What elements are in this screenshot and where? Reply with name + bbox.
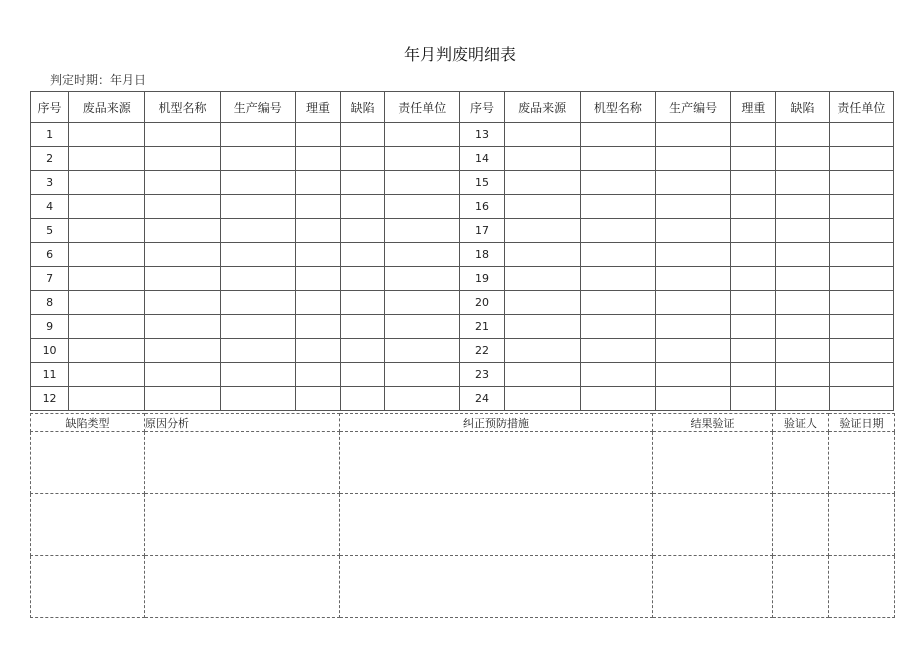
row-number: 22 bbox=[460, 339, 504, 363]
data-cell[interactable] bbox=[504, 219, 580, 243]
data-cell[interactable] bbox=[295, 243, 340, 267]
data-cell[interactable] bbox=[776, 219, 829, 243]
data-cell[interactable] bbox=[731, 267, 776, 291]
data-cell[interactable] bbox=[220, 315, 295, 339]
analysis-cell[interactable] bbox=[31, 432, 145, 494]
row-number: 20 bbox=[460, 291, 504, 315]
table-row bbox=[31, 171, 894, 195]
data-cell[interactable] bbox=[341, 147, 385, 171]
data-cell[interactable] bbox=[656, 243, 731, 267]
data-cell[interactable] bbox=[220, 243, 295, 267]
table-row bbox=[31, 195, 894, 219]
data-cell[interactable] bbox=[69, 219, 145, 243]
data-cell[interactable] bbox=[829, 387, 893, 411]
data-cell[interactable] bbox=[145, 291, 220, 315]
data-cell[interactable] bbox=[776, 387, 829, 411]
data-cell[interactable] bbox=[220, 123, 295, 147]
analysis-cell[interactable] bbox=[653, 494, 773, 556]
data-cell[interactable] bbox=[776, 171, 829, 195]
data-cell[interactable] bbox=[295, 171, 340, 195]
data-cell[interactable] bbox=[145, 363, 220, 387]
data-cell[interactable] bbox=[656, 387, 731, 411]
analysis-cell[interactable] bbox=[145, 432, 340, 494]
data-cell[interactable] bbox=[220, 195, 295, 219]
data-cell[interactable] bbox=[580, 147, 655, 171]
data-cell[interactable] bbox=[829, 195, 893, 219]
column-header: 生产编号 bbox=[656, 92, 731, 123]
data-cell[interactable] bbox=[69, 267, 145, 291]
data-cell[interactable] bbox=[145, 387, 220, 411]
column-header: 责任单位 bbox=[385, 92, 460, 123]
data-cell[interactable] bbox=[731, 219, 776, 243]
data-cell[interactable] bbox=[220, 387, 295, 411]
analysis-cell[interactable] bbox=[340, 556, 653, 618]
data-cell[interactable] bbox=[776, 315, 829, 339]
data-cell[interactable] bbox=[385, 243, 460, 267]
data-cell[interactable] bbox=[69, 387, 145, 411]
row-number: 8 bbox=[31, 291, 69, 315]
data-cell[interactable] bbox=[69, 123, 145, 147]
table-row bbox=[31, 243, 894, 267]
analysis-header: 验证人 bbox=[773, 414, 829, 432]
column-header: 缺陷 bbox=[341, 92, 385, 123]
data-cell[interactable] bbox=[385, 387, 460, 411]
data-cell[interactable] bbox=[580, 267, 655, 291]
scrap-detail-table bbox=[30, 91, 894, 411]
analysis-header: 结果验证 bbox=[653, 414, 773, 432]
data-cell[interactable] bbox=[295, 387, 340, 411]
data-cell[interactable] bbox=[656, 339, 731, 363]
data-cell[interactable] bbox=[341, 267, 385, 291]
row-number: 9 bbox=[31, 315, 69, 339]
analysis-cell[interactable] bbox=[829, 432, 895, 494]
data-cell[interactable] bbox=[385, 339, 460, 363]
data-cell[interactable] bbox=[731, 123, 776, 147]
table-row bbox=[31, 339, 894, 363]
row-number: 12 bbox=[31, 387, 69, 411]
data-cell[interactable] bbox=[385, 363, 460, 387]
data-cell[interactable] bbox=[656, 147, 731, 171]
data-cell[interactable] bbox=[776, 147, 829, 171]
column-header: 序号 bbox=[31, 92, 69, 123]
data-cell[interactable] bbox=[829, 267, 893, 291]
column-header: 机型名称 bbox=[580, 92, 655, 123]
data-cell[interactable] bbox=[69, 339, 145, 363]
data-cell[interactable] bbox=[731, 315, 776, 339]
data-cell[interactable] bbox=[295, 315, 340, 339]
data-cell[interactable] bbox=[341, 171, 385, 195]
data-cell[interactable] bbox=[385, 315, 460, 339]
data-cell[interactable] bbox=[580, 243, 655, 267]
data-cell[interactable] bbox=[580, 339, 655, 363]
row-number: 15 bbox=[460, 171, 504, 195]
data-cell[interactable] bbox=[776, 339, 829, 363]
data-cell[interactable] bbox=[220, 363, 295, 387]
data-cell[interactable] bbox=[829, 123, 893, 147]
data-cell[interactable] bbox=[504, 171, 580, 195]
data-cell[interactable] bbox=[580, 315, 655, 339]
data-cell[interactable] bbox=[776, 123, 829, 147]
data-cell[interactable] bbox=[656, 219, 731, 243]
data-cell[interactable] bbox=[69, 315, 145, 339]
analysis-header: 缺陷类型 bbox=[31, 414, 145, 432]
data-cell[interactable] bbox=[580, 291, 655, 315]
table-body bbox=[31, 123, 894, 411]
data-cell[interactable] bbox=[731, 339, 776, 363]
data-cell[interactable] bbox=[385, 147, 460, 171]
data-cell[interactable] bbox=[731, 147, 776, 171]
analysis-cell[interactable] bbox=[653, 432, 773, 494]
data-cell[interactable] bbox=[580, 219, 655, 243]
column-header: 序号 bbox=[460, 92, 504, 123]
row-number: 24 bbox=[460, 387, 504, 411]
data-cell[interactable] bbox=[504, 291, 580, 315]
data-cell[interactable] bbox=[69, 147, 145, 171]
row-number: 7 bbox=[31, 267, 69, 291]
analysis-cell[interactable] bbox=[773, 432, 829, 494]
table-row bbox=[31, 363, 894, 387]
data-cell[interactable] bbox=[145, 267, 220, 291]
date-label: 判定时期：年月日 bbox=[50, 73, 147, 87]
row-number: 5 bbox=[31, 219, 69, 243]
data-cell[interactable] bbox=[145, 195, 220, 219]
data-cell[interactable] bbox=[341, 315, 385, 339]
data-cell[interactable] bbox=[341, 123, 385, 147]
analysis-header: 纠正预防措施 bbox=[340, 414, 653, 432]
data-cell[interactable] bbox=[731, 171, 776, 195]
data-cell[interactable] bbox=[145, 315, 220, 339]
table-row bbox=[31, 123, 894, 147]
data-cell[interactable] bbox=[220, 267, 295, 291]
data-cell[interactable] bbox=[385, 123, 460, 147]
row-number: 21 bbox=[460, 315, 504, 339]
analysis-cell[interactable] bbox=[773, 494, 829, 556]
data-cell[interactable] bbox=[385, 219, 460, 243]
data-cell[interactable] bbox=[504, 387, 580, 411]
data-cell[interactable] bbox=[656, 171, 731, 195]
table-row bbox=[31, 387, 894, 411]
data-cell[interactable] bbox=[145, 339, 220, 363]
column-header: 缺陷 bbox=[776, 92, 829, 123]
data-cell[interactable] bbox=[220, 219, 295, 243]
data-cell[interactable] bbox=[829, 363, 893, 387]
data-cell[interactable] bbox=[341, 339, 385, 363]
data-cell[interactable] bbox=[504, 267, 580, 291]
analysis-cell[interactable] bbox=[31, 556, 145, 618]
data-cell[interactable] bbox=[731, 387, 776, 411]
data-cell[interactable] bbox=[504, 315, 580, 339]
data-cell[interactable] bbox=[341, 243, 385, 267]
data-cell[interactable] bbox=[776, 267, 829, 291]
data-cell[interactable] bbox=[580, 387, 655, 411]
data-cell[interactable] bbox=[656, 267, 731, 291]
column-header: 理重 bbox=[295, 92, 340, 123]
data-cell[interactable] bbox=[580, 363, 655, 387]
table-row bbox=[31, 267, 894, 291]
data-cell[interactable] bbox=[220, 339, 295, 363]
data-cell[interactable] bbox=[776, 291, 829, 315]
table-header-row bbox=[31, 92, 894, 123]
analysis-cell[interactable] bbox=[829, 494, 895, 556]
data-cell[interactable] bbox=[220, 147, 295, 171]
data-cell[interactable] bbox=[656, 123, 731, 147]
data-cell[interactable] bbox=[580, 123, 655, 147]
data-cell[interactable] bbox=[220, 171, 295, 195]
data-cell[interactable] bbox=[504, 147, 580, 171]
analysis-row bbox=[31, 494, 895, 556]
data-cell[interactable] bbox=[829, 339, 893, 363]
data-cell[interactable] bbox=[776, 363, 829, 387]
row-number: 14 bbox=[460, 147, 504, 171]
analysis-row bbox=[31, 432, 895, 494]
data-cell[interactable] bbox=[341, 363, 385, 387]
row-number: 18 bbox=[460, 243, 504, 267]
data-cell[interactable] bbox=[580, 171, 655, 195]
data-cell[interactable] bbox=[295, 267, 340, 291]
table-row bbox=[31, 291, 894, 315]
data-cell[interactable] bbox=[829, 243, 893, 267]
data-cell[interactable] bbox=[341, 219, 385, 243]
data-cell[interactable] bbox=[385, 291, 460, 315]
data-cell[interactable] bbox=[731, 291, 776, 315]
data-cell[interactable] bbox=[341, 291, 385, 315]
data-cell[interactable] bbox=[145, 123, 220, 147]
data-cell[interactable] bbox=[341, 195, 385, 219]
row-number: 16 bbox=[460, 195, 504, 219]
data-cell[interactable] bbox=[504, 243, 580, 267]
data-cell[interactable] bbox=[145, 147, 220, 171]
data-cell[interactable] bbox=[656, 315, 731, 339]
data-cell[interactable] bbox=[385, 195, 460, 219]
data-cell[interactable] bbox=[656, 291, 731, 315]
data-cell[interactable] bbox=[731, 195, 776, 219]
column-header: 责任单位 bbox=[829, 92, 893, 123]
analysis-header-row bbox=[31, 414, 895, 432]
row-number: 13 bbox=[460, 123, 504, 147]
analysis-cell[interactable] bbox=[653, 556, 773, 618]
data-cell[interactable] bbox=[504, 195, 580, 219]
data-cell[interactable] bbox=[776, 243, 829, 267]
table-row bbox=[31, 315, 894, 339]
data-cell[interactable] bbox=[295, 219, 340, 243]
data-cell[interactable] bbox=[145, 219, 220, 243]
analysis-cell[interactable] bbox=[340, 494, 653, 556]
column-header: 机型名称 bbox=[145, 92, 220, 123]
data-cell[interactable] bbox=[829, 315, 893, 339]
data-cell[interactable] bbox=[385, 171, 460, 195]
data-cell[interactable] bbox=[145, 171, 220, 195]
data-cell[interactable] bbox=[69, 171, 145, 195]
row-number: 6 bbox=[31, 243, 69, 267]
analysis-header: 验证日期 bbox=[829, 414, 895, 432]
analysis-cell[interactable] bbox=[31, 494, 145, 556]
data-cell[interactable] bbox=[69, 363, 145, 387]
data-cell[interactable] bbox=[69, 195, 145, 219]
data-cell[interactable] bbox=[145, 243, 220, 267]
row-number: 3 bbox=[31, 171, 69, 195]
analysis-cell[interactable] bbox=[829, 556, 895, 618]
data-cell[interactable] bbox=[504, 339, 580, 363]
data-cell[interactable] bbox=[829, 171, 893, 195]
column-header: 废品来源 bbox=[504, 92, 580, 123]
table-row bbox=[31, 147, 894, 171]
data-cell[interactable] bbox=[656, 363, 731, 387]
data-cell[interactable] bbox=[385, 267, 460, 291]
row-number: 2 bbox=[31, 147, 69, 171]
column-header: 生产编号 bbox=[220, 92, 295, 123]
analysis-row bbox=[31, 556, 895, 618]
data-cell[interactable] bbox=[731, 243, 776, 267]
data-cell[interactable] bbox=[295, 195, 340, 219]
analysis-cell[interactable] bbox=[773, 556, 829, 618]
analysis-cell[interactable] bbox=[340, 432, 653, 494]
row-number: 17 bbox=[460, 219, 504, 243]
analysis-header: 原因分析 bbox=[145, 414, 340, 432]
data-cell[interactable] bbox=[731, 363, 776, 387]
column-header: 理重 bbox=[731, 92, 776, 123]
data-cell[interactable] bbox=[656, 195, 731, 219]
row-number: 4 bbox=[31, 195, 69, 219]
data-cell[interactable] bbox=[776, 195, 829, 219]
data-cell[interactable] bbox=[295, 123, 340, 147]
data-cell[interactable] bbox=[504, 123, 580, 147]
data-cell[interactable] bbox=[504, 363, 580, 387]
data-cell[interactable] bbox=[69, 291, 145, 315]
page-title: 年月判废明细表 bbox=[403, 45, 516, 64]
row-number: 1 bbox=[31, 123, 69, 147]
data-cell[interactable] bbox=[295, 339, 340, 363]
column-header: 废品来源 bbox=[69, 92, 145, 123]
analysis-cell[interactable] bbox=[145, 556, 340, 618]
analysis-cell[interactable] bbox=[145, 494, 340, 556]
data-cell[interactable] bbox=[69, 243, 145, 267]
analysis-table bbox=[30, 413, 895, 618]
row-number: 10 bbox=[31, 339, 69, 363]
data-cell[interactable] bbox=[295, 147, 340, 171]
data-cell[interactable] bbox=[829, 291, 893, 315]
data-cell[interactable] bbox=[829, 219, 893, 243]
data-cell[interactable] bbox=[295, 291, 340, 315]
data-cell[interactable] bbox=[829, 147, 893, 171]
data-cell[interactable] bbox=[295, 363, 340, 387]
row-number: 19 bbox=[460, 267, 504, 291]
data-cell[interactable] bbox=[220, 291, 295, 315]
data-cell[interactable] bbox=[341, 387, 385, 411]
row-number: 11 bbox=[31, 363, 69, 387]
data-cell[interactable] bbox=[580, 195, 655, 219]
table-row bbox=[31, 219, 894, 243]
row-number: 23 bbox=[460, 363, 504, 387]
